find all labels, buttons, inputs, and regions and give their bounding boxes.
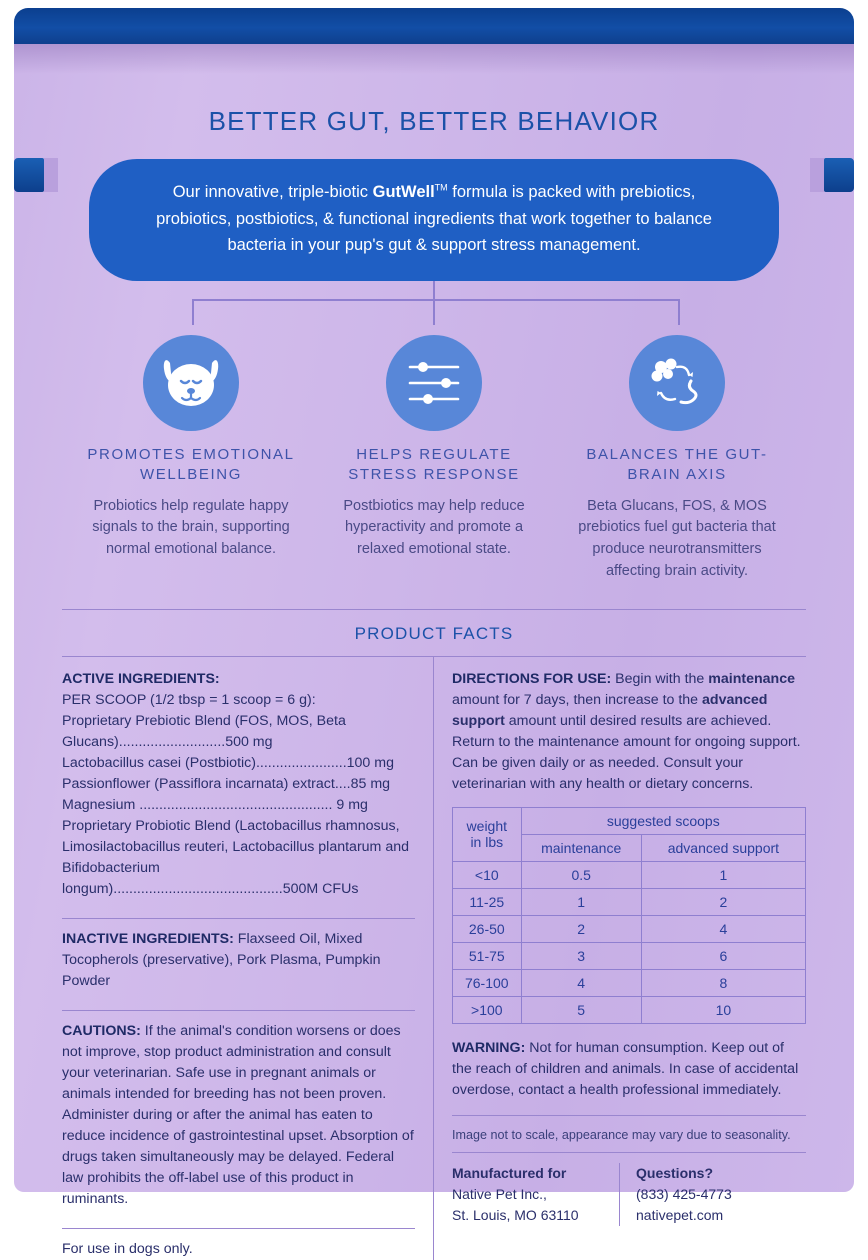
disclaimer-text: Image not to scale, appearance may vary due to seasonality. [452, 1127, 791, 1142]
divider-cautions [62, 1010, 415, 1011]
benefits-row [78, 335, 790, 583]
manufacturer-block [452, 1163, 620, 1226]
cell-maintenance: 4 [521, 969, 641, 996]
footer-columns [452, 1163, 806, 1226]
cautions-block [62, 1021, 415, 1220]
table-row [453, 915, 806, 942]
cautions-label: CAUTIONS: [62, 1022, 141, 1039]
product-facts-title: PRODUCT FACTS [354, 623, 514, 643]
cell-maintenance: 1 [521, 888, 641, 915]
benefit-title: PROMOTES EMOTIONAL WELLBEING [87, 446, 295, 484]
brand-name: GutWell [372, 183, 435, 201]
header-weight-line2: in lbs [470, 834, 504, 851]
cell-weight: >100 [453, 996, 522, 1023]
inactive-ingredients-text: Flaxseed Oil, Mixed Tocopherols (preservative), Pork Plasma, Pumpkin Powder [62, 930, 381, 989]
inactive-ingredients-block [62, 929, 415, 1002]
panel-content [14, 8, 854, 1258]
directions-p1: Begin with the [611, 670, 709, 687]
benefit-body: Beta Glucans, FOS, & MOS prebiotics fuel gut bacteria that produce neurotransmitters affecting brain activity. [578, 497, 776, 579]
cell-weight: 51-75 [453, 942, 522, 969]
directions-block [452, 669, 806, 795]
cell-maintenance: 2 [521, 915, 641, 942]
benefit-title: HELPS REGULATE STRESS RESPONSE [348, 446, 520, 484]
cell-maintenance: 0.5 [521, 861, 641, 888]
directions-bold-advanced: advanced support [452, 691, 768, 729]
manufacturer-head: Manufactured for [452, 1164, 567, 1181]
cell-weight: 76-100 [453, 969, 522, 996]
warning-block [452, 1038, 806, 1101]
dogs-only-note: For use in dogs only. [62, 1241, 193, 1258]
sliders-icon [386, 335, 482, 431]
benefit-title: BALANCES THE GUT-BRAIN AXIS [586, 446, 768, 484]
divider-inactive [62, 918, 415, 919]
active-ingredient-line: Proprietary Prebiotic Blend (FOS, MOS, Beta Glucans)...........................500 mg [62, 712, 346, 750]
directions-label: DIRECTIONS FOR USE: [452, 670, 612, 687]
benefit-item [321, 335, 547, 583]
table-row [453, 942, 806, 969]
facts-left-column [62, 657, 434, 1260]
facts-right-column [434, 657, 806, 1260]
dog-face-icon [143, 335, 239, 431]
active-ingredients-label: ACTIVE INGREDIENTS: [62, 670, 220, 687]
header-suggested-scoops: suggested scoops [521, 807, 805, 834]
table-row [453, 996, 806, 1023]
table-row [453, 888, 806, 915]
cell-weight: 26-50 [453, 915, 522, 942]
bag-body [14, 8, 854, 1258]
header-advanced-support: advanced support [641, 834, 805, 861]
cell-advanced: 1 [641, 861, 805, 888]
benefit-body: Probiotics help regulate happy signals to the brain, supporting normal emotional balance. [92, 497, 290, 558]
active-ingredient-line: Lactobacillus casei (Postbiotic).......................100 mg [62, 754, 394, 771]
dosage-table [452, 807, 806, 1024]
per-scoop-line: PER SCOOP (1/2 tbsp = 1 scoop = 6 g): [62, 691, 316, 708]
divider-top [62, 609, 806, 610]
cell-weight: <10 [453, 861, 522, 888]
directions-p3: amount until desired results are achieved. Return to the maintenance amount for ongoing support. Can be given daily or as needed. Consult your veterinarian with any health or dietary concerns. [452, 712, 801, 792]
page-title: BETTER GUT, BETTER BEHAVIOR [208, 106, 660, 136]
cell-advanced: 10 [641, 996, 805, 1023]
cell-maintenance: 5 [521, 996, 641, 1023]
cell-maintenance: 3 [521, 942, 641, 969]
inactive-ingredients-label: INACTIVE INGREDIENTS: [62, 930, 234, 947]
divider-dogs-only [62, 1228, 415, 1229]
cautions-text: If the animal's condition worsens or does not improve, stop product administration and consult your veterinarian. Safe use in pregnant animals or animals intended for breeding has not been proven. Administer during or after the animal has eaten to reduce incidence of gastrointestinal upset. Absorption of drugs taken simultaneously may be delayed. Federal law prohibits the off-label use of this product in ruminants. [62, 1022, 414, 1207]
facts-columns [62, 657, 806, 1260]
active-ingredient-line: Proprietary Probiotic Blend (Lactobacillus rhamnosus, Limosilactobacillus reuteri, Lactobacillus plantarum and Bifidobacterium longum)...........................................500M CFUs [62, 817, 409, 897]
table-row [453, 969, 806, 996]
questions-block [620, 1163, 732, 1226]
benefit-body: Postbiotics may help reduce hyperactivity and promote a relaxed emotional state. [343, 497, 525, 558]
connector-lines [89, 281, 779, 333]
brain-gut-icon [629, 335, 725, 431]
active-ingredients-block [62, 669, 415, 910]
intro-text-part2: formula is packed with prebiotics, probiotics, postbiotics, & functional ingredients that work together to balance bacteria in your pup's gut & support stress management. [156, 183, 712, 255]
manufacturer-line1: Native Pet Inc., [452, 1185, 547, 1202]
cell-weight: 11-25 [453, 888, 522, 915]
cell-advanced: 6 [641, 942, 805, 969]
questions-head: Questions? [636, 1164, 714, 1181]
divider-footer [452, 1152, 806, 1153]
divider-disclaimer [452, 1115, 806, 1116]
warning-label: WARNING: [452, 1039, 526, 1056]
header-weight [453, 807, 522, 861]
questions-website[interactable]: nativepet.com [636, 1206, 724, 1223]
cell-advanced: 2 [641, 888, 805, 915]
table-header-row [453, 807, 806, 834]
questions-phone[interactable]: (833) 425-4773 [636, 1185, 732, 1202]
intro-text-part1: Our innovative, triple-biotic [172, 183, 373, 201]
table-row [453, 861, 806, 888]
header-maintenance: maintenance [521, 834, 641, 861]
benefit-item [78, 335, 304, 583]
warning-text: Not for human consumption. Keep out of the reach of children and animals. In case of accidental overdose, contact a health professional immediately. [452, 1039, 799, 1098]
cell-advanced: 8 [641, 969, 805, 996]
intro-callout [89, 159, 779, 281]
directions-bold-maintenance: maintenance [708, 670, 795, 687]
cell-advanced: 4 [641, 915, 805, 942]
active-ingredient-line: Magnesium ................................................. 9 mg [62, 796, 368, 813]
benefit-item [564, 335, 790, 583]
directions-p2: amount for 7 days, then increase to the [452, 691, 703, 708]
active-ingredient-line: Passionflower (Passiflora incarnata) extract....85 mg [62, 775, 391, 792]
trademark-mark: TM [434, 182, 448, 193]
manufacturer-line2: St. Louis, MO 63110 [452, 1206, 579, 1223]
header-weight-line1: weight [466, 818, 508, 835]
